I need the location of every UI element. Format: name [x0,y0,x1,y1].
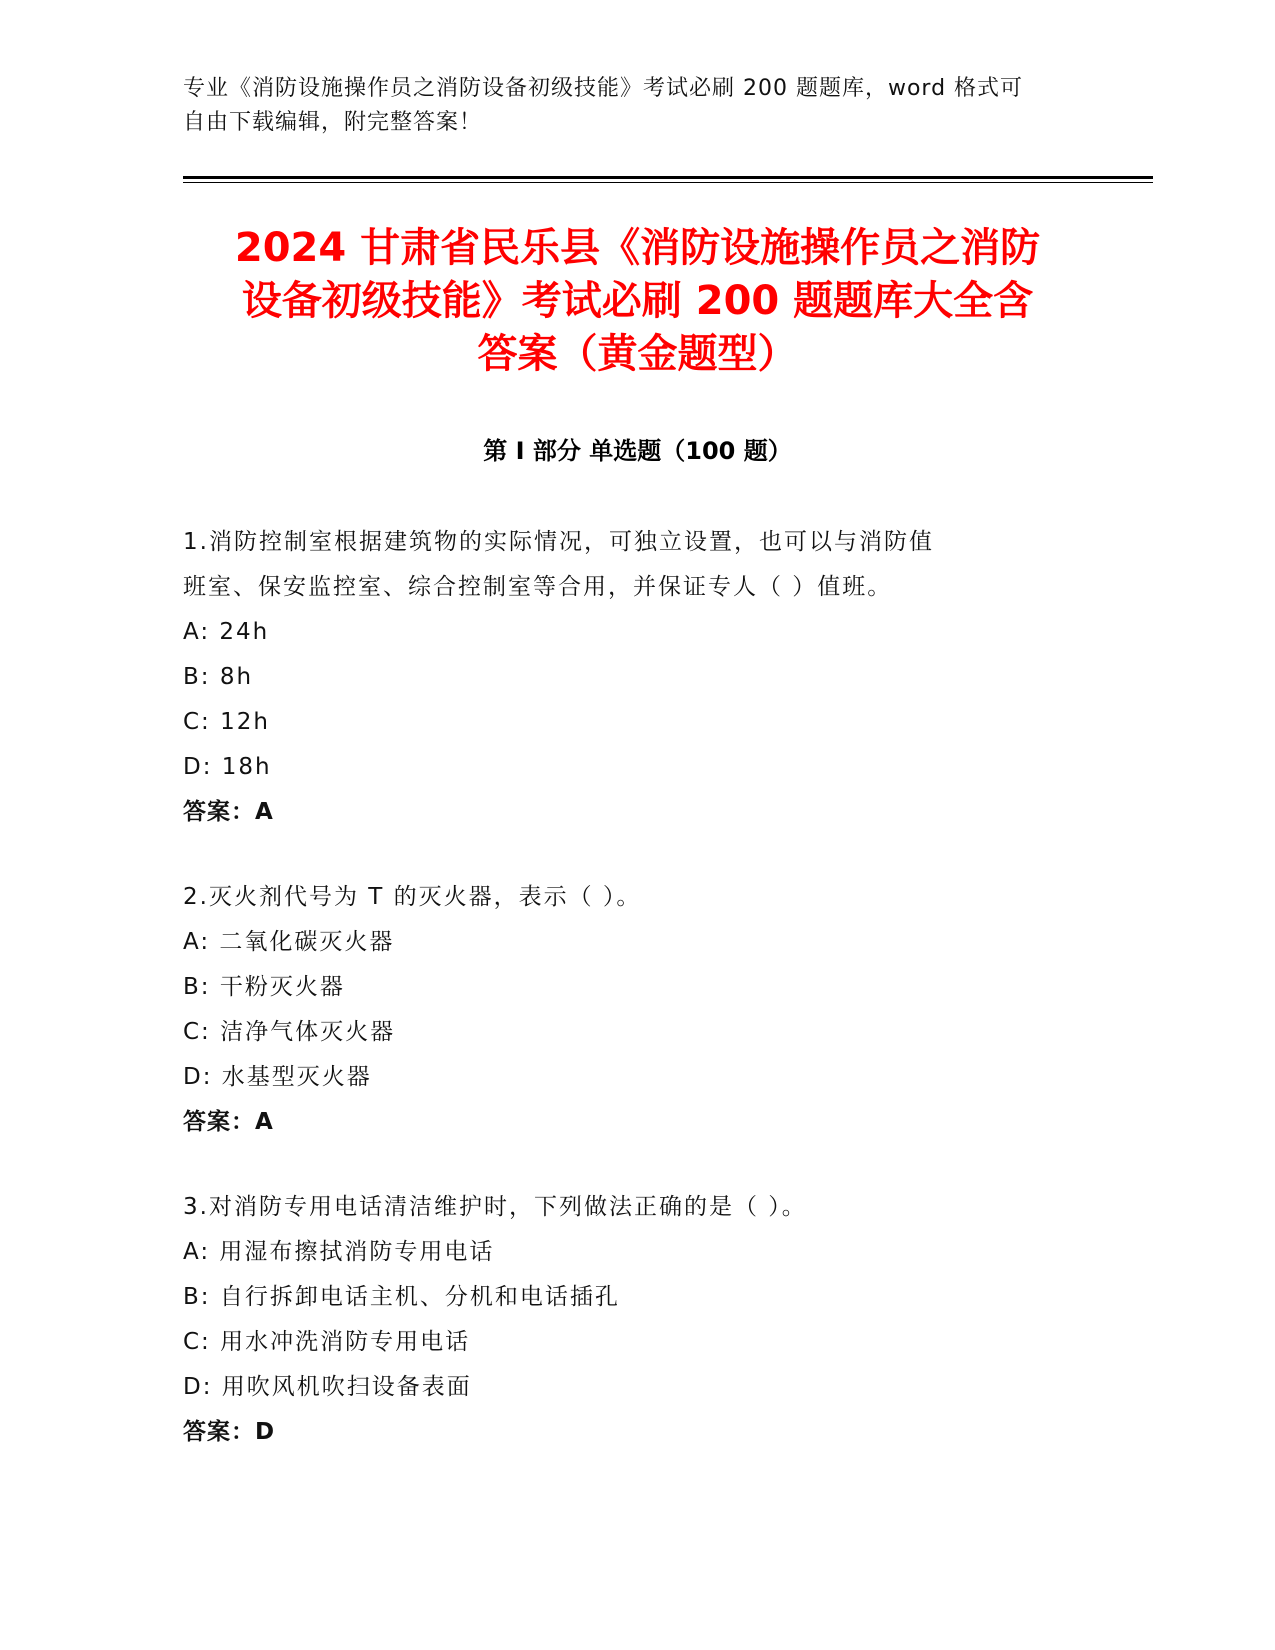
option-d: D: 18h [183,754,272,780]
option-b: B: 干粉灭火器 [183,974,345,1000]
question-stem: 3.对消防专用电话清洁维护时，下列做法正确的是（ ）。 [183,1194,807,1220]
question-stem: 班室、保安监控室、综合控制室等合用，并保证专人（ ）值班。 [183,574,893,600]
question-item [183,875,1083,1145]
option-a: A: 二氧化碳灭火器 [183,929,395,955]
option-c: C: 12h [183,709,270,735]
document-title [120,222,1155,381]
header-divider-thick [183,176,1153,179]
section-heading: 第 I 部分 单选题（100 题） [483,437,792,465]
title-line: 2024 甘肃省民乐县《消防设施操作员之消防 [234,225,1041,271]
option-d: D: 水基型灭火器 [183,1064,372,1090]
option-c: C: 洁净气体灭火器 [183,1019,396,1045]
question-list [183,520,1083,1495]
option-b: B: 8h [183,664,254,690]
option-d: D: 用吹风机吹扫设备表面 [183,1374,472,1400]
answer-label: 答案：D [183,1419,276,1445]
option-c: C: 用水冲洗消防专用电话 [183,1329,471,1355]
answer-label: 答案：A [183,799,274,825]
title-line: 答案（黄金题型） [477,331,798,377]
header-note [183,72,1063,140]
header-note-line: 专业《消防设施操作员之消防设备初级技能》考试必刷 200 题题库，word 格式可 [183,76,1024,101]
question-item [183,520,1083,835]
question-item [183,1185,1083,1455]
question-stem: 2.灭火剂代号为 T 的灭火器，表示（ ）。 [183,884,642,910]
title-line: 设备初级技能》考试必刷 200 题题库大全含 [241,278,1034,324]
option-a: A: 用湿布擦拭消防专用电话 [183,1239,495,1265]
option-a: A: 24h [183,619,270,645]
header-divider-thin [183,182,1153,183]
question-stem: 1.消防控制室根据建筑物的实际情况，可独立设置，也可以与消防值 [183,529,934,555]
option-b: B: 自行拆卸电话主机、分机和电话插孔 [183,1284,620,1310]
header-note-line: 自由下载编辑，附完整答案！ [183,110,483,135]
answer-label: 答案：A [183,1109,274,1135]
